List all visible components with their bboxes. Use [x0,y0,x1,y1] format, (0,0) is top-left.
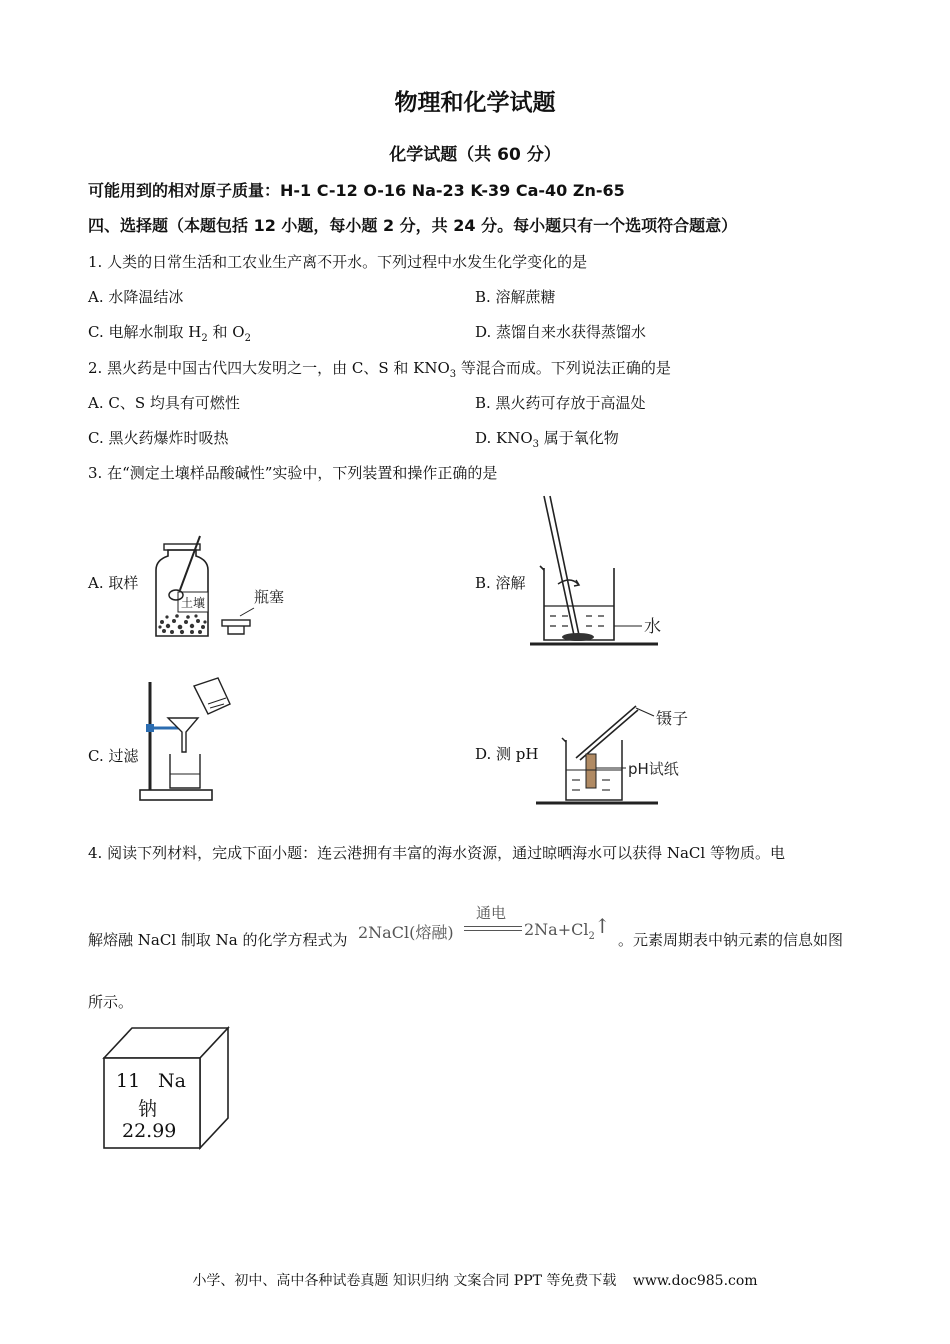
atomic-number: 11 [116,1070,141,1092]
chemical-equation [358,902,618,950]
q1-option-c: C. 电解水制取 $H_2$ 和 $O_2$ [88,323,251,344]
q2-option-d: D. $KNO_3$ 属于氧化物 [475,429,619,450]
equation-reactant: 2NaCl(熔融) [358,923,454,942]
q2-option-a: A. C、S 均具有可燃性 [88,394,240,412]
ph-paper-label: pH试纸 [628,760,679,778]
figure-sampling [150,528,300,643]
q2-option-b: B. 黑火药可存放于高温处 [475,394,646,412]
section-subtitle: 化学试题（共 60 分） [389,145,561,165]
q4-stem-line2: 解熔融 NaCl 制取 Na 的化学方程式为 [88,931,348,949]
soil-label: 土壤 [180,596,206,610]
element-symbol: Na [158,1070,186,1092]
q3-option-a: A. 取样 [88,574,139,592]
q2-option-c: C. 黑火药爆炸时吸热 [88,429,229,447]
q1-option-d: D. 蒸馏自来水获得蒸馏水 [475,323,647,341]
footer-url[interactable]: www.doc985.com [632,1273,758,1289]
equation-product: $2Na+Cl_2$ [524,920,595,943]
figure-dissolving [530,492,670,654]
equation-condition: 通电 [476,904,507,922]
q3-stem: 3. 在“测定土壤样品酸碱性”实验中，下列装置和操作正确的是 [88,464,498,482]
section-heading: 四、选择题（本题包括 12 小题，每小题 2 分，共 24 分。每小题只有一个选项符合题意） [88,216,738,235]
page-footer [0,1270,950,1290]
q1-option-a: A. 水降温结冰 [88,288,184,306]
gas-arrow-icon: ↑ [594,914,611,938]
q3-option-c: C. 过滤 [88,747,139,765]
q1-option-b: B. 溶解蔗糖 [475,288,556,306]
atomic-masses: 可能用到的相对原子质量：H-1 C-12 O-16 Na-23 K-39 Ca-40 Zn-65 [88,181,625,200]
q3-option-d: D. 测 pH [475,745,539,763]
footer-text: 小学、初中、高中各种试卷真题 知识归纳 文案合同 PPT 等免费下载 [192,1273,617,1289]
tweezers-label: 镊子 [656,709,689,728]
q3-option-b: B. 溶解 [475,574,526,592]
q4-stem-line1: 4. 阅读下列材料，完成下面小题：连云港拥有丰富的海水资源，通过晾晒海水可以获得 NaCl 等物质。电 [88,844,785,862]
q4-stem-line3: 所示。 [88,993,134,1011]
q4-stem-line2-end: 。元素周期表中钠元素的信息如图 [618,931,844,949]
element-name: 钠 [138,1098,158,1120]
sodium-element-card [102,1026,232,1150]
q1-stem: 1. 人类的日常生活和工农业生产离不开水。下列过程中水发生化学变化的是 [88,253,588,271]
figure-ph-test [536,700,696,808]
water-label: 水 [644,617,661,637]
stopper-label: 瓶塞 [254,588,285,606]
atomic-mass: 22.99 [122,1120,177,1142]
figure-filtration [136,674,248,808]
q2-stem: 2. 黑火药是中国古代四大发明之一，由 C、S 和 $KNO_3$ 等混合而成。下列说法正确的是 [88,359,671,380]
page-title: 物理和化学试题 [394,90,556,116]
